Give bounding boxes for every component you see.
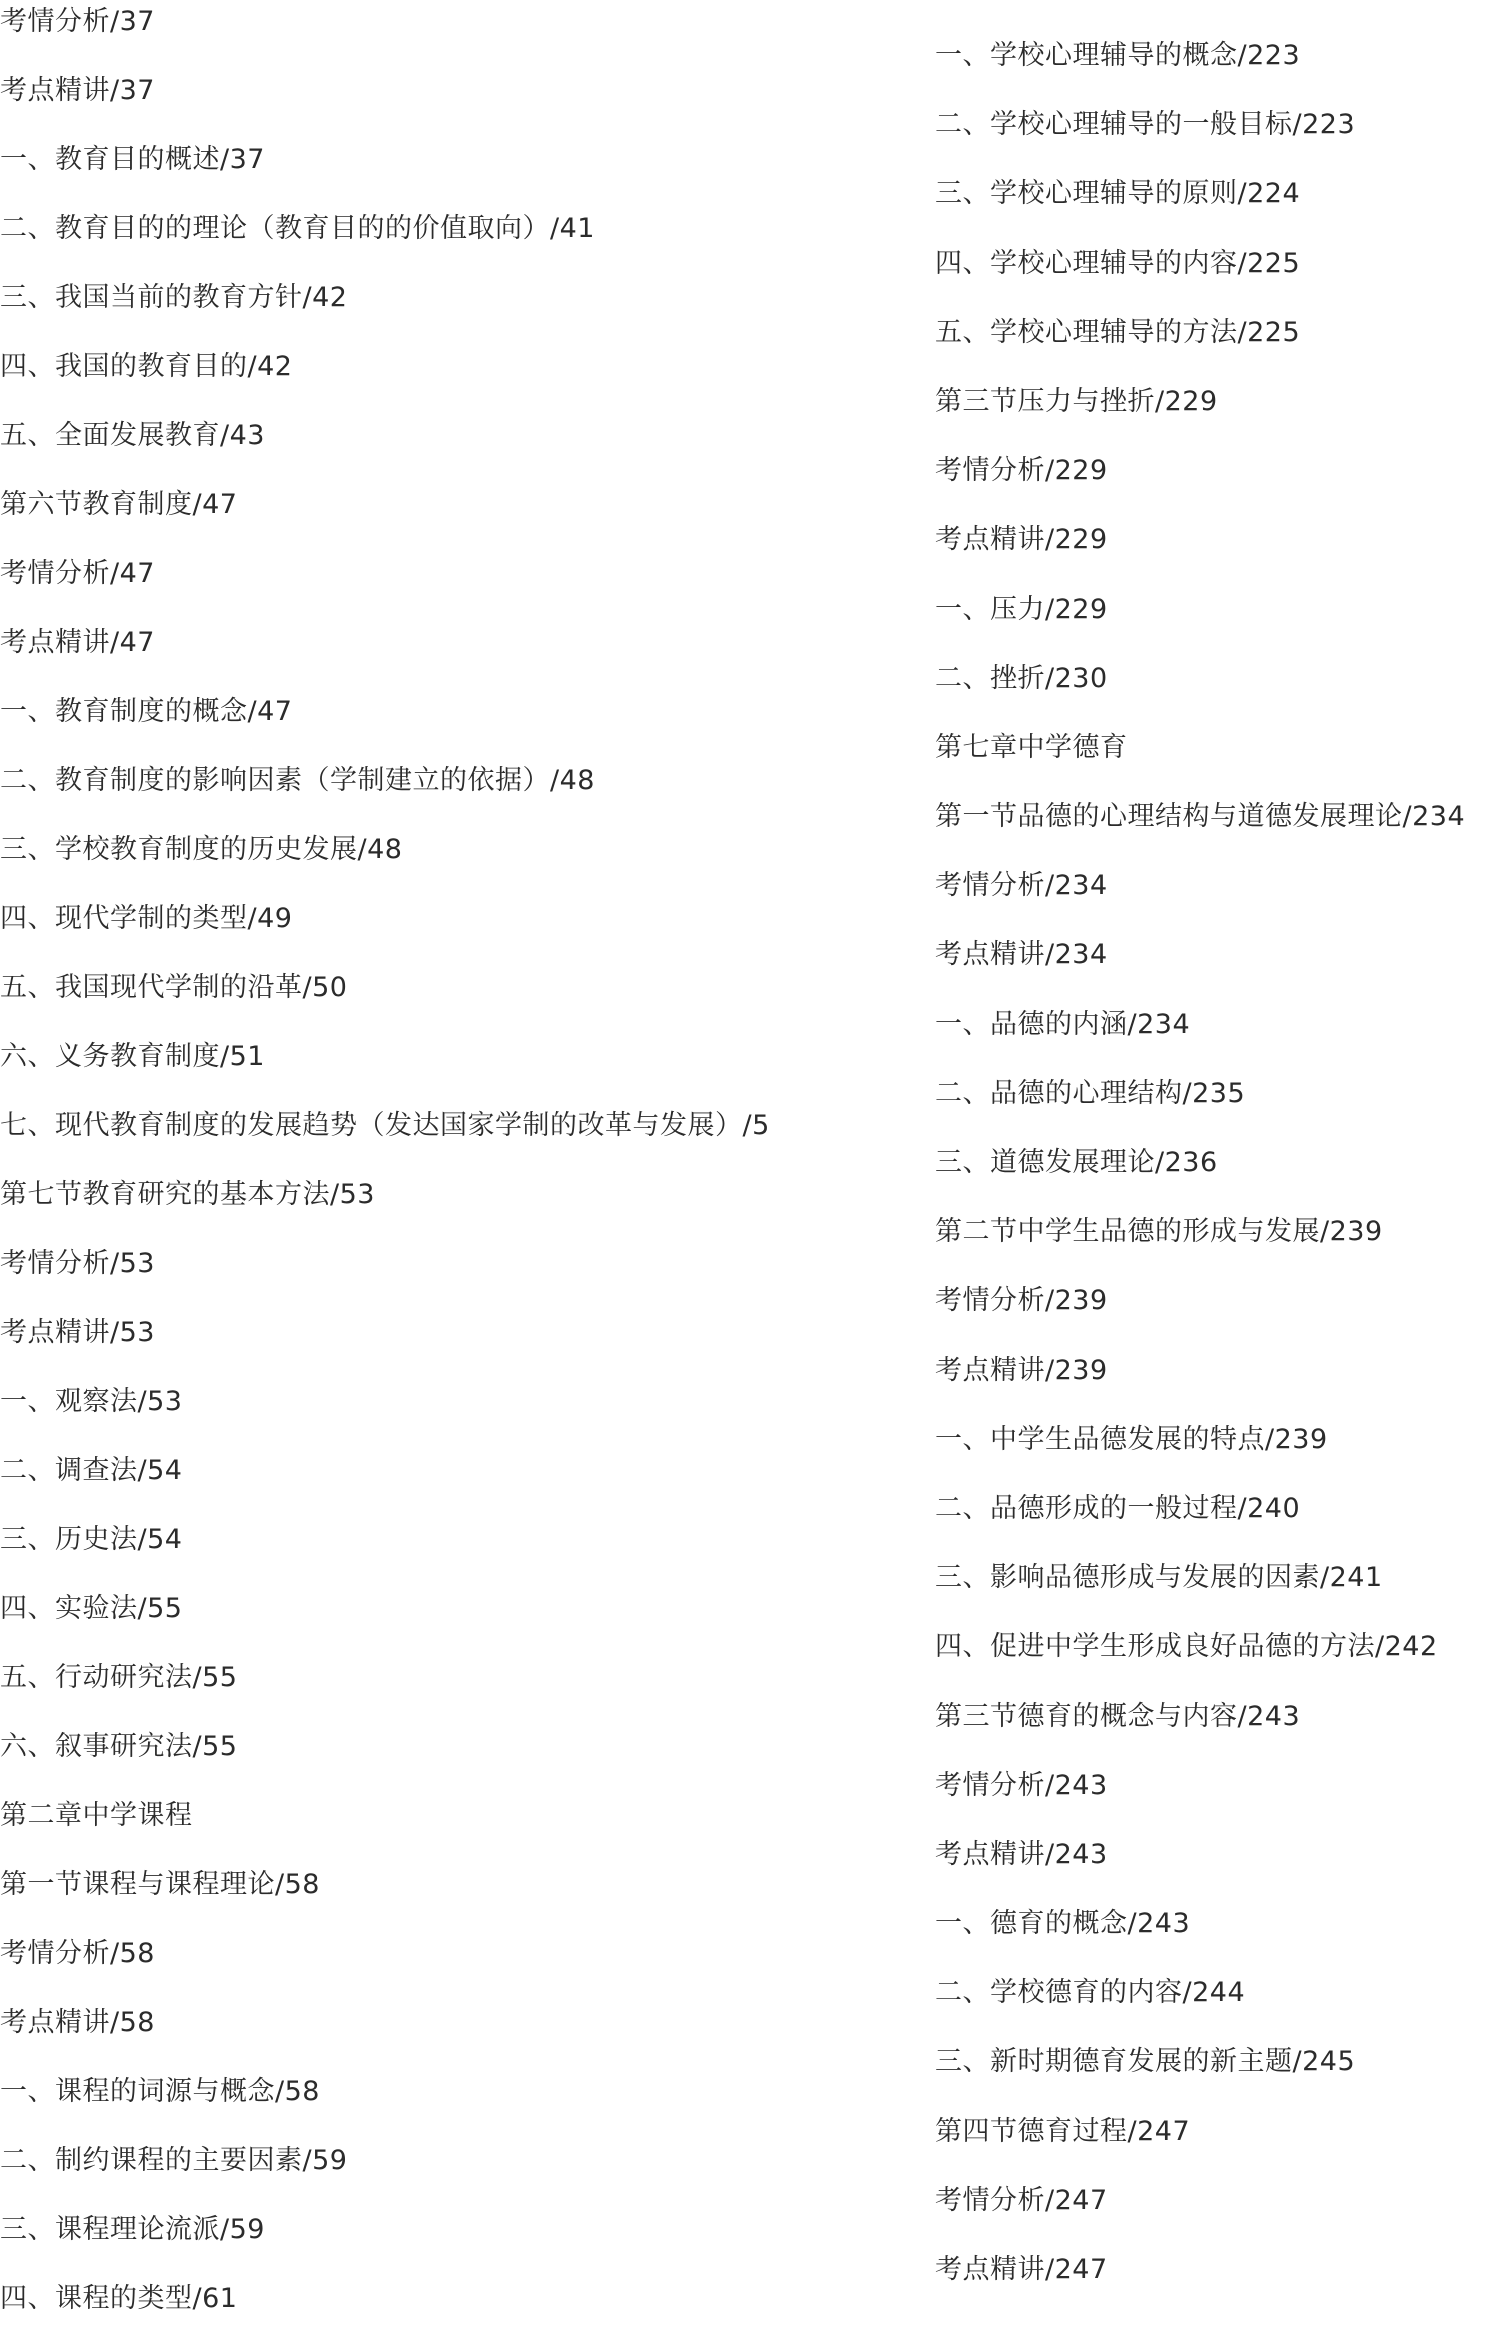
toc-entry: 三、影响品德形成与发展的因素/241 [935, 1562, 1383, 1594]
toc-entry: 考点精讲/229 [935, 524, 1108, 556]
toc-section-heading: 第一节品德的心理结构与道德发展理论/234 [935, 801, 1466, 833]
toc-entry: 一、课程的词源与概念/58 [0, 2076, 320, 2107]
toc-entry: 五、我国现代学制的沿革/50 [0, 972, 348, 1003]
toc-entry: 二、调查法/54 [0, 1455, 183, 1486]
toc-chapter-heading: 第二章中学课程 [0, 1800, 193, 1831]
toc-entry: 二、品德的心理结构/235 [935, 1077, 1246, 1109]
toc-entry: 一、品德的内涵/234 [935, 1008, 1191, 1040]
toc-entry: 三、课程理论流派/59 [0, 2214, 265, 2245]
toc-section-heading: 第一节课程与课程理论/58 [0, 1869, 320, 1900]
toc-entry: 三、新时期德育发展的新主题/245 [935, 2046, 1356, 2078]
toc-entry: 考点精讲/234 [935, 939, 1108, 971]
toc-entry: 考情分析/239 [935, 1285, 1108, 1317]
toc-entry: 四、促进中学生形成良好品德的方法/242 [935, 1631, 1438, 1663]
toc-entry: 六、叙事研究法/55 [0, 1731, 238, 1762]
toc-entry: 考点精讲/247 [935, 2254, 1108, 2285]
toc-entry: 考点精讲/47 [0, 627, 155, 658]
toc-entry: 一、学校心理辅导的概念/223 [935, 40, 1301, 71]
toc-entry: 五、学校心理辅导的方法/225 [935, 316, 1301, 348]
toc-entry: 二、制约课程的主要因素/59 [0, 2145, 348, 2176]
toc-entry: 考情分析/47 [0, 558, 155, 589]
toc-entry: 四、现代学制的类型/49 [0, 903, 293, 934]
toc-entry: 二、学校心理辅导的一般目标/223 [935, 109, 1356, 141]
toc-entry: 考情分析/229 [935, 455, 1108, 487]
toc-entry: 七、现代教育制度的发展趋势（发达国家学制的改革与发展）/5 [0, 1110, 770, 1141]
toc-entry: 一、教育目的概述/37 [0, 144, 265, 175]
toc-entry: 一、观察法/53 [0, 1386, 183, 1417]
toc-section-heading: 第七节教育研究的基本方法/53 [0, 1179, 375, 1210]
toc-entry: 四、实验法/55 [0, 1593, 183, 1624]
toc-entry: 考情分析/247 [935, 2184, 1108, 2216]
toc-entry: 考点精讲/243 [935, 1838, 1108, 1870]
toc-entry: 考点精讲/53 [0, 1317, 155, 1348]
toc-entry: 二、挫折/230 [935, 662, 1108, 694]
toc-entry: 考情分析/234 [935, 870, 1108, 902]
toc-entry: 考点精讲/239 [935, 1354, 1108, 1386]
toc-entry: 三、道德发展理论/236 [935, 1147, 1218, 1178]
toc-entry: 一、中学生品德发展的特点/239 [935, 1423, 1328, 1455]
toc-entry: 三、学校教育制度的历史发展/48 [0, 834, 403, 865]
toc-entry: 二、品德形成的一般过程/240 [935, 1492, 1301, 1524]
toc-entry: 考情分析/58 [0, 1938, 155, 1969]
toc-section-heading: 第二节中学生品德的形成与发展/239 [935, 1216, 1383, 1248]
toc-entry: 考点精讲/58 [0, 2007, 155, 2038]
toc-entry: 考情分析/37 [0, 6, 155, 37]
toc-entry: 二、教育目的的理论（教育目的的价值取向）/41 [0, 213, 595, 244]
toc-entry: 三、历史法/54 [0, 1524, 183, 1555]
toc-entry: 四、课程的类型/61 [0, 2283, 238, 2314]
toc-section-heading: 第六节教育制度/47 [0, 489, 238, 520]
toc-entry: 二、学校德育的内容/244 [935, 1977, 1246, 2009]
toc-entry: 四、学校心理辅导的内容/225 [935, 247, 1301, 279]
toc-entry: 五、全面发展教育/43 [0, 420, 265, 451]
toc-chapter-heading: 第七章中学德育 [935, 731, 1128, 763]
toc-entry: 五、行动研究法/55 [0, 1662, 238, 1693]
toc-entry: 三、我国当前的教育方针/42 [0, 282, 348, 313]
toc-entry: 二、教育制度的影响因素（学制建立的依据）/48 [0, 765, 595, 796]
toc-right-column [935, 36, 1500, 2319]
toc-entry: 考点精讲/37 [0, 75, 155, 106]
toc-entry: 考情分析/243 [935, 1769, 1108, 1801]
toc-entry: 三、学校心理辅导的原则/224 [935, 178, 1301, 210]
toc-entry: 一、教育制度的概念/47 [0, 696, 293, 727]
toc-entry: 考情分析/53 [0, 1248, 155, 1279]
toc-section-heading: 第三节德育的概念与内容/243 [935, 1700, 1301, 1732]
toc-entry: 四、我国的教育目的/42 [0, 351, 293, 382]
toc-entry: 一、德育的概念/243 [935, 1908, 1191, 1940]
toc-section-heading: 第三节压力与挫折/229 [935, 385, 1218, 417]
toc-left-column [0, 2, 900, 2348]
toc-section-heading: 第四节德育过程/247 [935, 2115, 1191, 2147]
toc-entry: 六、义务教育制度/51 [0, 1041, 265, 1072]
toc-entry: 一、压力/229 [935, 593, 1108, 625]
